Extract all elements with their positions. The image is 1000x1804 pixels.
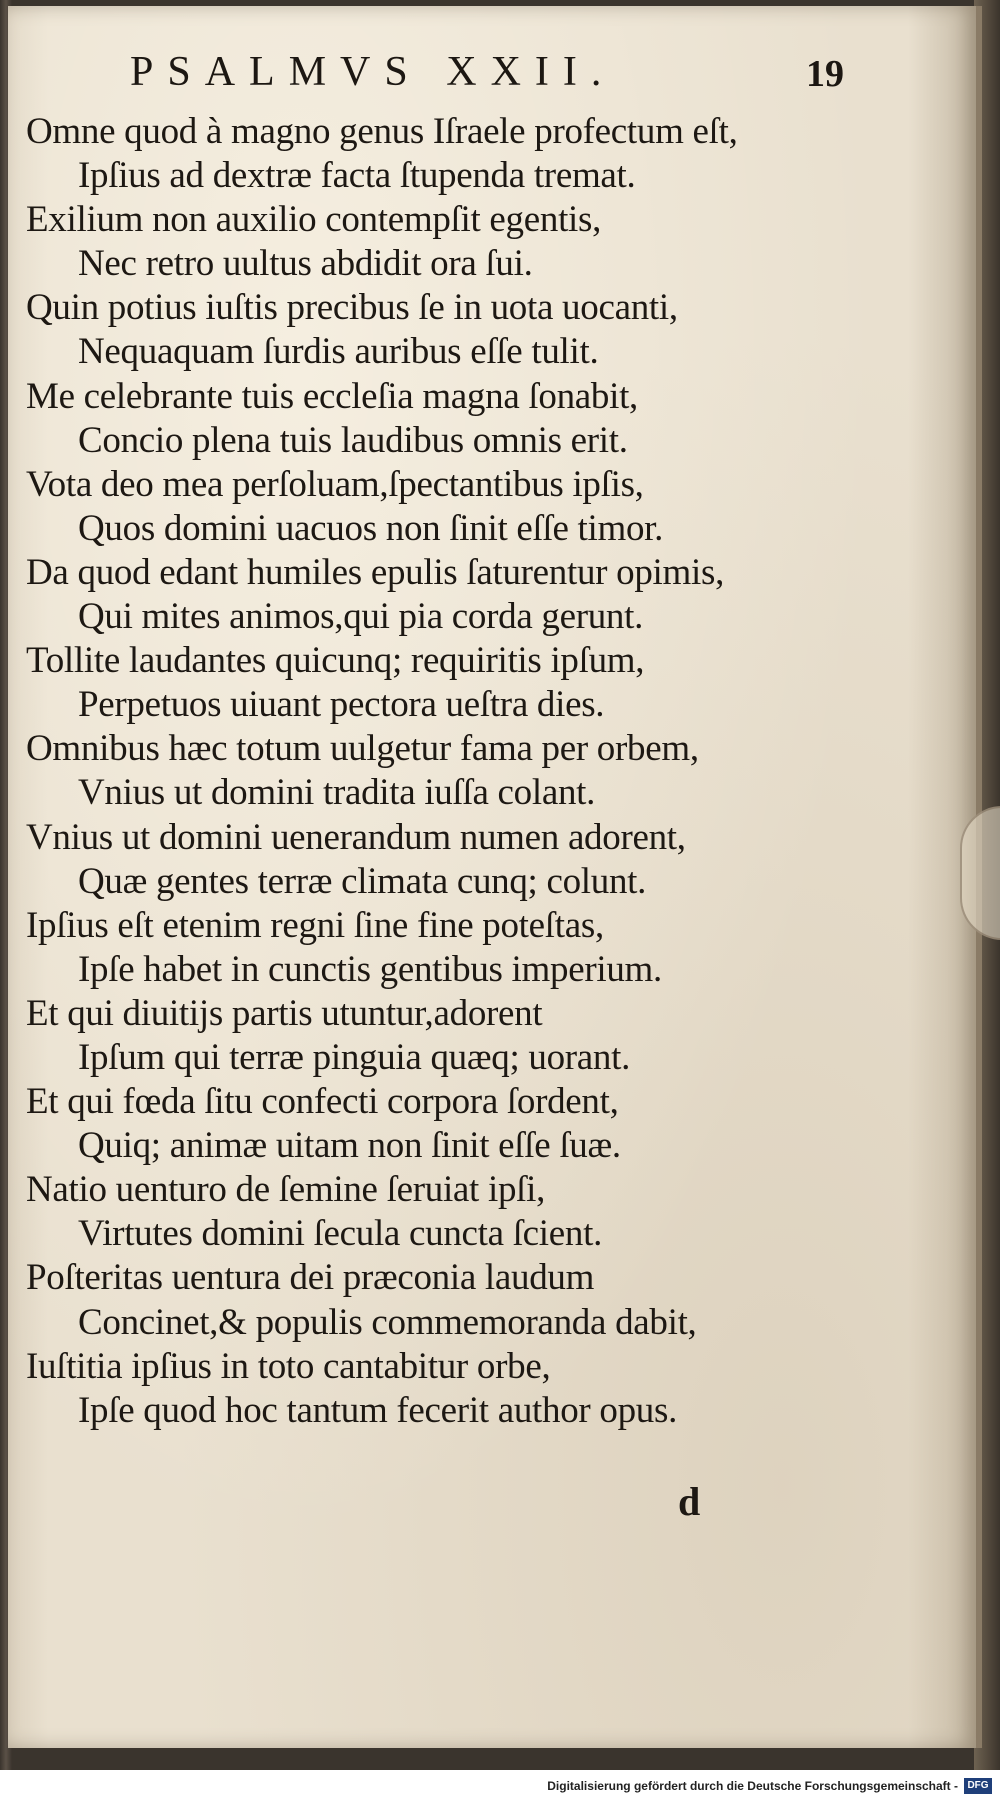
page-number: 19: [806, 53, 844, 95]
verse-line: Concinet,& populis commemoranda dabit,: [78, 1301, 697, 1343]
running-title: PSALMVS XXII.: [130, 49, 616, 95]
verse-block: [26, 110, 846, 1433]
verse-line: Virtutes domini ſecula cuncta ſcient.: [78, 1213, 603, 1255]
verse-line: Quos domini uacuos non ſinit eſſe timor.: [78, 507, 664, 549]
verse-line: Ipſe habet in cunctis gentibus imperium.: [78, 948, 662, 990]
verse-line: Vnius ut domini tradita iuſſa colant.: [78, 772, 596, 814]
verse-line: Omne quod à magno genus Iſraele profectum eſt,: [26, 111, 738, 152]
running-head: [8, 48, 976, 104]
verse-line: Me celebrante tuis eccleſia magna ſonabit,: [26, 375, 639, 417]
verse-line: Quin potius iuſtis precibus ſe in uota uocanti,: [26, 287, 678, 329]
verse-line: Quæ gentes terræ climata cunq; colunt.: [78, 860, 647, 902]
verse-line: Omnibus hæc totum uulgetur fama per orbem,: [26, 728, 699, 770]
verse-line: Da quod edant humiles epulis ſaturentur opimis,: [26, 551, 725, 593]
verse-line: Nec retro uultus abdidit ora ſui.: [78, 243, 533, 285]
verse-line: Perpetuos uiuant pectora ueſtra dies.: [78, 684, 605, 726]
verse-line: Ipſum qui terræ pinguia quæq; uorant.: [78, 1036, 631, 1078]
page-tab: [960, 806, 1000, 940]
verse-line: Concio plena tuis laudibus omnis erit.: [78, 419, 628, 461]
footer-bar: [0, 1770, 1000, 1804]
verse-line: Ipſius ad dextræ facta ſtupenda tremat.: [78, 155, 636, 197]
verse-line: Et qui diuitijs partis utuntur,adorent: [26, 992, 543, 1034]
book-page: [8, 6, 982, 1748]
signature-mark: d: [678, 1479, 701, 1524]
verse-line: Et qui fœda ſitu confecti corpora ſordent,: [26, 1081, 619, 1123]
digitization-credit: Digitalisierung gefördert durch die Deutsche Forschungsgemeinschaft -: [547, 1779, 958, 1793]
verse-line: Poſteritas uentura dei præconia laudum: [26, 1257, 595, 1299]
verse-line: Vnius ut domini uenerandum numen adorent,: [26, 816, 686, 858]
verse-line: Ipſius eſt etenim regni ſine fine poteſtas,: [26, 904, 604, 946]
verse-line: Tollite laudantes quicunq; requiritis ipſum,: [26, 640, 645, 682]
verse-line: Iuſtitia ipſius in toto cantabitur orbe,: [26, 1345, 551, 1387]
verse-line: Quiq; animæ uitam non ſinit eſſe ſuæ.: [78, 1125, 621, 1167]
verse-line: Vota deo mea perſoluam,ſpectantibus ipſis,: [26, 463, 644, 505]
verse-line: Qui mites animos,qui pia corda gerunt.: [78, 596, 644, 638]
verse-line: Ipſe quod hoc tantum fecerit author opus.: [78, 1389, 678, 1431]
dfg-logo: DFG: [964, 1778, 992, 1794]
verse-line: Natio uenturo de ſemine ſeruiat ipſi,: [26, 1169, 546, 1211]
verse-line: Nequaquam ſurdis auribus eſſe tulit.: [78, 331, 599, 373]
verse-line: Exilium non auxilio contempſit egentis,: [26, 199, 602, 241]
